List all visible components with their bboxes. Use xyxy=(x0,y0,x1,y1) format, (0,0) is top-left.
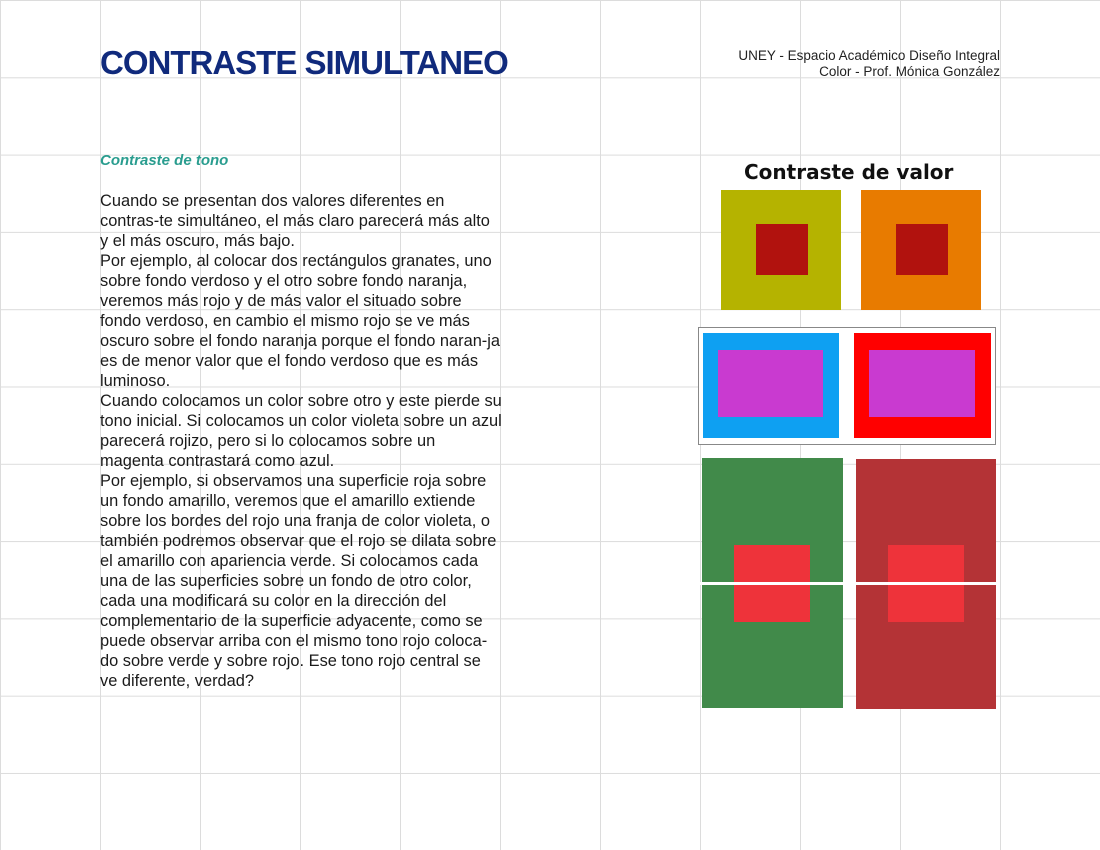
section-subtitle: Contraste de tono xyxy=(100,152,229,169)
page-title: CONTRASTE SIMULTANEO xyxy=(100,44,508,81)
header-course: Color - Prof. Mónica González xyxy=(819,64,1000,79)
olive-square xyxy=(721,190,841,310)
violet-center xyxy=(718,350,823,417)
hue-contrast-panel xyxy=(698,327,996,445)
paragraph: Por ejemplo, si observamos una superficie roja sobre un fondo amarillo, veremos que el amarillo extiende sobre los bordes del rojo una franja de color violeta, o también podremos observar que el rojo se dilata sobre el amarillo con apariencia verde. Si colocamos cada una de las superficies sobre un fondo de otro color, cada una modificará su color en la dirección del complementario de la superficie adyacente, como se puede observar arriba con el mismo tono rojo coloca-do sobre verde y sobre rojo. Ese tono rojo central se ve diferente, verdad? xyxy=(100,472,497,690)
header-info xyxy=(738,48,1000,80)
figure-caption: Contraste de valor xyxy=(744,160,954,184)
orange-square xyxy=(861,190,981,310)
paragraph: Cuando colocamos un color sobre otro y este pierde su tono inicial. Si colocamos un color violeta sobre un azul parecerá rojizo, pero si lo colocamos sobre un magenta contrastará como azul. xyxy=(100,392,502,470)
violet-center xyxy=(869,350,975,417)
maroon-center xyxy=(756,224,808,275)
paragraph: Por ejemplo, al colocar dos rectángulos granates, uno sobre fondo verdoso y el otro sobre fondo naranja, veremos más rojo y de más valor el situado sobre fondo verdoso, en cambio el mismo rojo se ve más oscuro sobre el fondo naranja porque el fondo naran-ja es de menor valor que el fondo verdoso que es más luminoso. xyxy=(100,252,501,390)
blue-square xyxy=(703,333,839,438)
maroon-center xyxy=(896,224,948,275)
paragraph: Cuando se presentan dos valores diferentes en contras-te simultáneo, el más claro parecerá más alto y el más oscuro, más bajo. xyxy=(100,192,490,250)
header-institution: UNEY - Espacio Académico Diseño Integral xyxy=(738,48,1000,63)
red-square xyxy=(854,333,991,438)
body-text xyxy=(100,191,502,691)
photo-fold-line xyxy=(700,582,998,585)
